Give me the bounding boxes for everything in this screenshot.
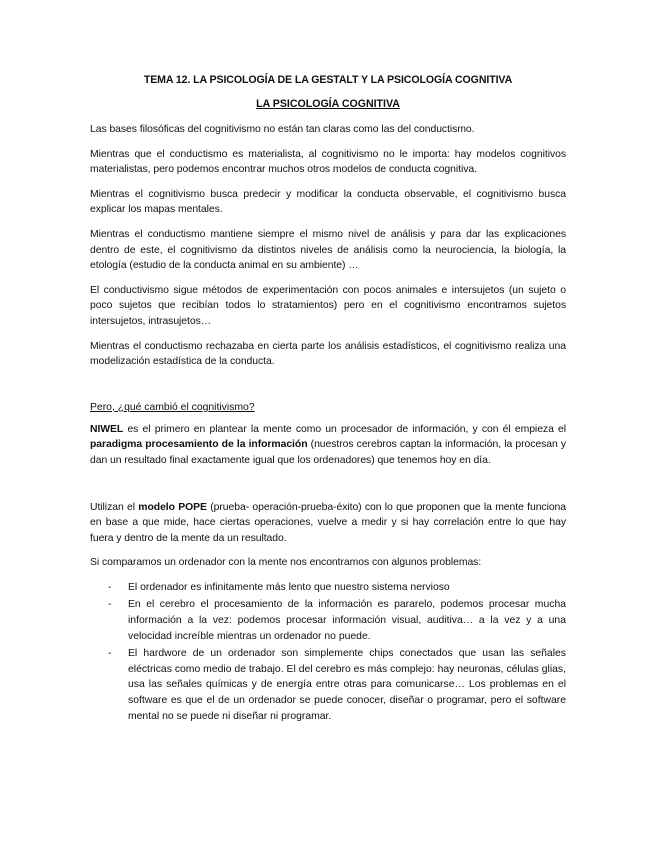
pope-text-1: Utilizan el: [90, 501, 139, 513]
paragraph-2: Mientras que el conductismo es materialista, al cognitivismo no le importa: hay modelos cognitivos materialistas, pero podemos encontrar muchos otros modelos de conducta cognitiva.: [90, 148, 566, 176]
niwel-text-2: (nuestros cerebros captan la información, la procesan y dan un resultado final exactamente igual que los ordenadores) que tenemos hoy en día.: [90, 439, 566, 466]
list-item: [90, 597, 566, 644]
niwel-text-1: es el primero en plantear la mente como un procesador de información, y con él empieza el: [123, 423, 566, 435]
paragraph-1: Las bases filosóficas del cognitivismo no están tan claras como las del conductismo.: [90, 124, 475, 135]
section-title: LA PSICOLOGÍA COGNITIVA: [256, 98, 400, 110]
niwel-paragraph: [90, 422, 566, 469]
paragraph-5: El conductivismo sigue métodos de experimentación con pocos animales e intersujetos (un sujeto o poco sujetos que recibían todos lo stratamientos) pero en el cognitivismo encontramos sujetos intersujetos, intrasujetos…: [90, 284, 566, 327]
list-item-text: El ordenador es infinitamente más lento que nuestro sistema nervioso: [128, 581, 450, 593]
problem-list: [90, 580, 566, 724]
list-item-text: El hardwore de un ordenador son simplemente chips conectados que usan las señales eléctricas como medio de trabajo. El del cerebro es más complejo: hay neuronas, células glias, usa las señales químicas y de energía entre otras para comunicarse… Los problemas en el software es que el de un ordenador se puede conocer, diseñar o programar, pero el software mental no se puede ni diseñar ni programar.: [128, 648, 566, 722]
niwel-name: NIWEL: [90, 423, 124, 435]
document-page: [90, 74, 566, 726]
paragraph-6: Mientras el conductismo rechazaba en cierta parte los análisis estadísticos, el cognitivismo realiza una modelización estadística de la conducta.: [90, 340, 566, 368]
paragraph-4: Mientras el conductismo mantiene siempre el mismo nivel de análisis y para dar las explicaciones dentro de este, el cognitivismo da distintos niveles de análisis como la neurociencia, la biología, la etología (estudio de la conducta animal en su ambiente) …: [90, 228, 566, 272]
document-title: TEMA 12. LA PSICOLOGÍA DE LA GESTALT Y LA PSICOLOGÍA COGNITIVA: [143, 74, 513, 86]
list-item: [90, 646, 566, 724]
paragraph-3: Mientras el cognitivismo busca predecir y modificar la conducta observable, el cognitivismo busca explicar los mapas mentales.: [90, 188, 566, 216]
list-item: [90, 580, 566, 596]
compare-intro: Si comparamos un ordenador con la mente nos encontramos con algunos problemas:: [90, 557, 482, 569]
section-heading: Pero, ¿qué cambió el cognitivismo?: [90, 401, 255, 413]
dash-bullet: -: [108, 599, 112, 611]
pope-text-2: (prueba- operación-prueba-éxito) con lo que proponen que la mente funciona en base a que mide, hace ciertas operaciones, vuelve a medir y si hay correlación entre lo que hay fuera y dentro de la mente da un resultado.: [90, 501, 567, 544]
pope-model-term: modelo POPE: [138, 501, 207, 513]
pope-paragraph: [90, 500, 566, 547]
dash-bullet: -: [108, 648, 112, 660]
spacer: [90, 478, 566, 500]
dash-bullet: -: [108, 581, 112, 593]
spacer: [90, 379, 566, 402]
paradigm-term: paradigma procesamiento de la información: [90, 439, 308, 451]
list-item-text: En el cerebro el procesamiento de la información es pararelo, podemos procesar mucha información a la vez: podemos procesar información visual, auditiva… a la vez y a una velocidad increíble mientras un ordenador no puede.: [128, 599, 566, 642]
